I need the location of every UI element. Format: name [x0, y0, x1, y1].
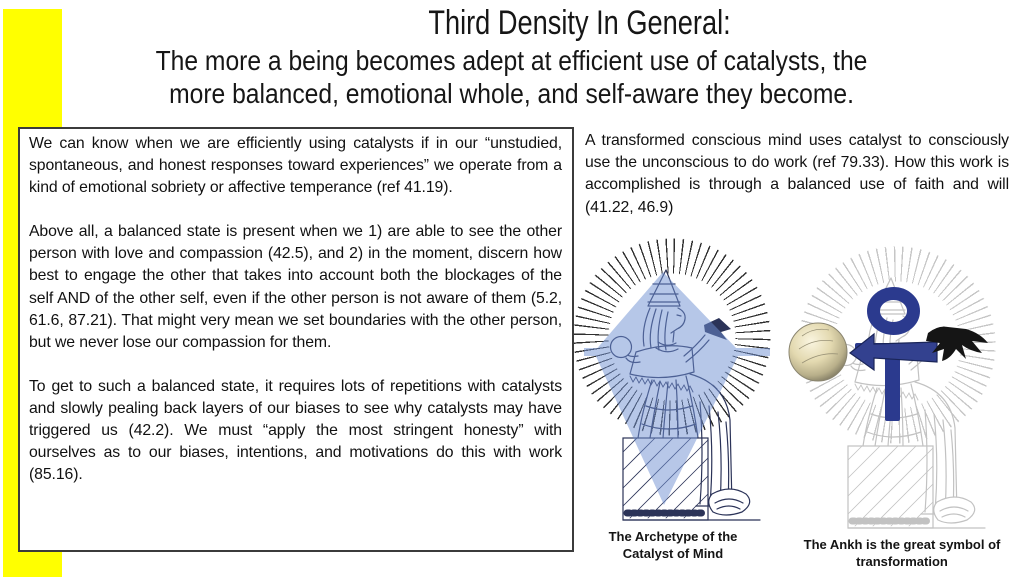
slide-subtitle-line-2: more balanced, emotional whole, and self-aware they become.: [169, 78, 854, 109]
caption-text: The Ankh is the great symbol of transformation: [803, 537, 1001, 569]
left-box-paragraph-3: To get to such a balanced state, it requires lots of repetitions with catalysts and slowly pealing back layers of our biases to see why catalysts may have triggered us (42.2). We must “apply the most stringent honesty” with ourselves as to our biases, intentions, and motivations do this with work (85.16).: [29, 377, 562, 484]
sphere-icon: [789, 323, 847, 381]
ankh-transformation-figure-icon: [790, 230, 1015, 540]
right-column-paragraph: A transformed conscious mind uses catalyst to consciously use the unconscious to do work (ref 79.33). How this work is accomplished is through a balanced use of faith and will (41.22, 46.9): [585, 132, 1009, 216]
caption-ankh-transformation: [786, 537, 1018, 570]
slide-header: [0, 2, 1023, 110]
caption-catalyst-of-mind: [578, 529, 768, 562]
slide-subtitle-line-1: The more a being becomes adept at efficient use of catalysts, the: [155, 45, 868, 76]
caption-text: The Archetype of the Catalyst of Mind: [608, 529, 738, 561]
left-text-box: [18, 127, 574, 552]
blue-overlay-shape: [584, 272, 770, 505]
left-box-paragraph-1: We can know when we are efficiently using catalysts if in our “unstudied, spontaneous, and honest responses toward experiences” we operate from a kind of emotional sobriety or affective temperance (ref 41.19).: [29, 135, 562, 197]
catalyst-of-mind-figure-icon: [578, 222, 768, 532]
left-box-paragraph-2: Above all, a balanced state is present when we 1) are able to see the other person with love and compassion (42.5), and 2) in the moment, discern how best to engage the other that takes into account both the blockages of the self AND of the other self, even if the other person is not aware of them (5.2, 61.6, 87.21). That might very mean we set boundaries with the other person, but we never lose our compassion for them.: [29, 223, 562, 351]
slide-title: Third Density In General:: [428, 4, 731, 42]
